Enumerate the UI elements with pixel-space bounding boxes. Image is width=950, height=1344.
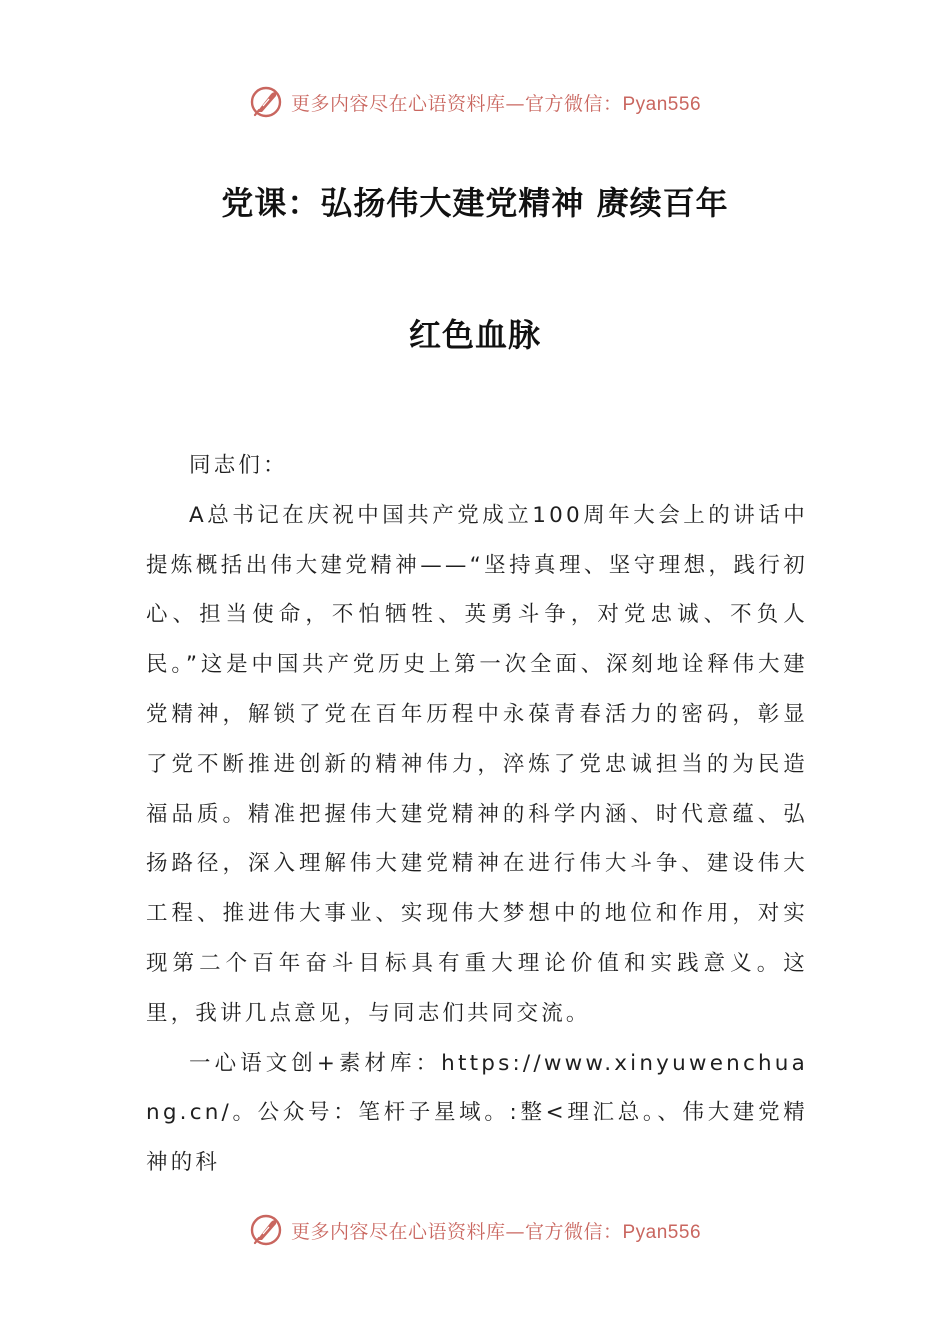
page-title-line2: 红色血脉 — [408, 316, 541, 354]
quill-pen-logo-icon — [249, 1213, 283, 1247]
header-banner-text — [291, 89, 701, 116]
footer-banner — [0, 1210, 950, 1250]
greeting-paragraph: 同志们： — [189, 453, 288, 478]
document-body — [146, 441, 808, 1188]
body-paragraph-1: A总书记在庆祝中国共产党成立100周年大会上的讲话中提炼概括出伟大建党精神——“坚持真理、坚守理想，践行初心、担当使命，不怕牺牲、英勇斗争，对党忠诚、不负人民。”这是中国共产党历史上第一次全面、深刻地诠释伟大建党精神，解锁了党在百年历程中永葆青春活力的密码，彰显了党不断推进创新的精神伟力，淬炼了党忠诚担当的为民造福品质。精准把握伟大建党精神的科学内涵、时代意蕴、弘扬路径，深入理解伟大建党精神在进行伟大斗争、建设伟大工程、推进伟大事业、实现伟大梦想中的地位和作用，对实现第二个百年奋斗目标具有重大理论价值和实践意义。这里，我讲几点意见，与同志们共同交流。 — [146, 502, 808, 1026]
header-wechat-id: Pyan556 — [622, 93, 702, 115]
footer-wechat-id: Pyan556 — [622, 1221, 702, 1243]
footer-banner-dash: — — [505, 1220, 525, 1243]
header-banner-dash: — — [505, 92, 525, 115]
footer-banner-text — [291, 1217, 701, 1244]
page-title-line1: 党课：弘扬伟大建党精神 赓续百年 — [221, 184, 729, 222]
body-paragraph-2: 一心语文创+素材库：https://www.xinyuwenchuang.cn/。公众号：笔杆子星域。:整<理汇总。、伟大建党精神的科 — [146, 1050, 808, 1176]
footer-banner-title: 更多内容尽在心语资料库 — [290, 1220, 506, 1243]
footer-official-label: 官方微信： — [524, 1220, 623, 1243]
header-banner-title: 更多内容尽在心语资料库 — [290, 92, 506, 115]
quill-pen-logo-icon — [249, 85, 283, 119]
header-banner — [0, 82, 950, 122]
header-official-label: 官方微信： — [524, 92, 623, 115]
